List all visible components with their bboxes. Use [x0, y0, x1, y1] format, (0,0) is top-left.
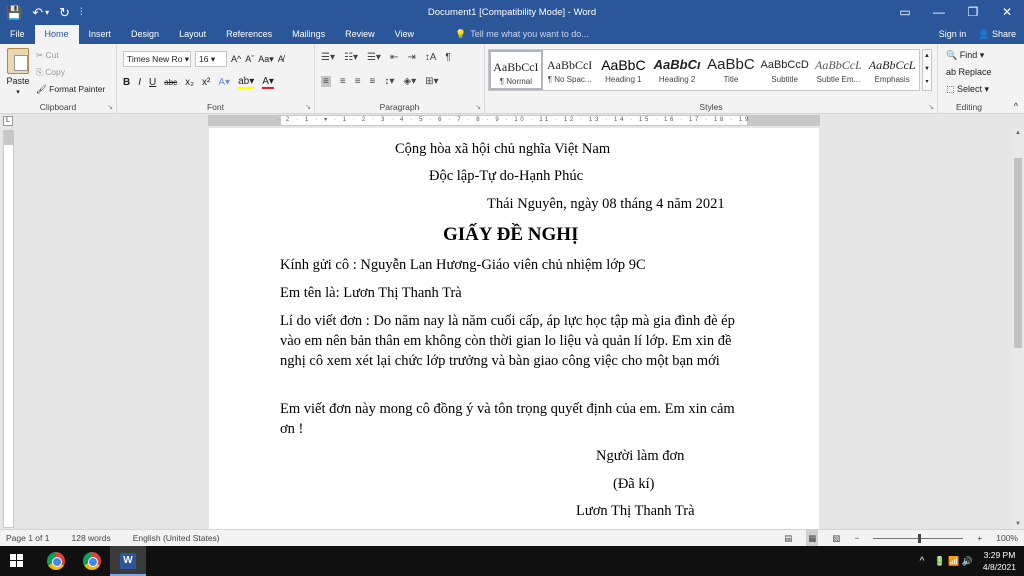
- close-button[interactable]: ✕: [1001, 5, 1013, 19]
- print-layout-icon[interactable]: ▦: [806, 530, 818, 546]
- style-name: Subtitle: [771, 75, 798, 84]
- subscript-button[interactable]: x₂: [185, 77, 195, 88]
- styles-scroll-down-icon[interactable]: ▼: [924, 66, 930, 72]
- font-size-dropdown-icon: ▾: [210, 54, 216, 64]
- ruler-ticks: · 2 · 1 · ▾ · 1 · 2 · 3 · 4 · 5 · 6 · 7 · 8 · 9 · 10 · 11 · 12 · 13 · 14 · 15 · 16 · 17 · 18 · 19: [277, 117, 751, 123]
- doc-line-national-title: Cộng hòa xã hội chủ nghĩa Việt Nam: [395, 141, 611, 157]
- tray-status-icons[interactable]: 🔋 📶 🔊: [934, 555, 973, 566]
- clipboard-group: [0, 44, 117, 114]
- styles-more-icon[interactable]: ▾: [925, 79, 929, 85]
- doc-heading: GIẤY ĐỀ NGHỊ: [443, 224, 579, 245]
- style-heading-1[interactable]: [597, 50, 651, 90]
- collapse-ribbon-icon[interactable]: ^: [1013, 101, 1018, 111]
- word-count[interactable]: 128 words: [71, 533, 111, 543]
- style-preview: AaBbCcI: [546, 58, 593, 72]
- chrome-icon: [47, 552, 65, 570]
- scroll-up-icon[interactable]: ▲: [1015, 130, 1021, 136]
- tab-references[interactable]: References: [226, 29, 273, 39]
- paragraph-group: [315, 44, 485, 114]
- redo-icon[interactable]: ↻: [59, 5, 71, 20]
- paste-dropdown-icon[interactable]: ▾: [16, 89, 20, 96]
- clock-time: 3:29 PM: [983, 550, 1016, 560]
- find-button[interactable]: 🔍 Find ▾: [946, 50, 985, 60]
- italic-button[interactable]: I: [138, 77, 142, 88]
- styles-scroll-up-icon[interactable]: ▲: [924, 53, 930, 59]
- taskbar-chrome-1[interactable]: [38, 546, 74, 576]
- language-indicator[interactable]: English (United States): [132, 533, 220, 543]
- font-name-value: Times New Ro: [127, 54, 183, 64]
- replace-button[interactable]: ab Replace: [946, 67, 992, 77]
- tell-me-box[interactable]: [455, 25, 589, 44]
- style-name: Heading 2: [658, 75, 696, 84]
- editing-group-label: Editing: [956, 102, 982, 112]
- decrease-indent-icon[interactable]: ⇤: [389, 52, 399, 63]
- title-bar: [0, 0, 1024, 25]
- style-preview: AaBbC: [601, 57, 646, 73]
- person-icon: 👤: [978, 29, 990, 39]
- font-launcher-icon[interactable]: ↘: [305, 104, 311, 111]
- styles-group: [485, 44, 938, 114]
- editing-group: [938, 44, 1000, 114]
- tab-layout[interactable]: Layout: [179, 29, 207, 39]
- style-preview: AaBbCcI: [493, 60, 539, 74]
- ribbon-display-options-icon[interactable]: ▭: [899, 5, 911, 19]
- windows-taskbar: [0, 546, 1024, 576]
- windows-start-icon[interactable]: [10, 554, 24, 568]
- clipboard-icon: [7, 48, 29, 74]
- doc-line-signer-name: Lươn Thị Thanh Trà: [576, 503, 695, 519]
- clear-formatting-icon[interactable]: A̸: [277, 54, 284, 64]
- line-spacing-icon[interactable]: ↕▾: [384, 76, 395, 87]
- borders-icon[interactable]: ⊞▾: [425, 76, 439, 87]
- style-name: Emphasis: [874, 75, 910, 84]
- paragraph-launcher-icon[interactable]: ↘: [475, 104, 481, 111]
- style-preview: AaBbCcL: [868, 58, 916, 72]
- font-group: [117, 44, 315, 114]
- style-subtitle[interactable]: [758, 50, 812, 90]
- select-button[interactable]: ⬚ Select ▾: [946, 84, 990, 94]
- numbering-icon[interactable]: ☷▾: [343, 52, 358, 63]
- bold-button[interactable]: B: [123, 77, 131, 88]
- system-clock[interactable]: [983, 549, 1016, 573]
- style-preview: AaBbCcL: [815, 58, 862, 72]
- document-page[interactable]: [209, 128, 819, 529]
- doc-paragraph-closing: Em viết đơn này mong cô đồng ý và tôn trọng quyết định của em. Em xin cảm ơn !: [280, 401, 735, 437]
- zoom-in-button[interactable]: +: [977, 533, 983, 543]
- document-area: [0, 128, 1012, 529]
- bullets-icon[interactable]: ☰▾: [321, 52, 335, 63]
- grow-font-icon[interactable]: A^: [231, 54, 242, 64]
- font-size-box[interactable]: [195, 51, 227, 67]
- restore-button[interactable]: ❐: [967, 5, 979, 19]
- share-label: Share: [991, 29, 1016, 39]
- ribbon-tab-bar: [0, 25, 1024, 44]
- system-tray: [920, 546, 1016, 576]
- zoom-slider-knob[interactable]: [918, 534, 921, 543]
- window-controls: [888, 0, 1024, 25]
- zoom-level[interactable]: 100%: [996, 533, 1018, 543]
- tab-selector[interactable]: L: [3, 116, 13, 126]
- style-no-spacing[interactable]: [543, 50, 597, 90]
- vertical-scrollbar[interactable]: [1012, 128, 1024, 529]
- zoom-slider[interactable]: [873, 538, 963, 539]
- horizontal-ruler[interactable]: [208, 115, 820, 126]
- multilevel-list-icon[interactable]: ☰▾: [366, 52, 381, 63]
- tab-design[interactable]: Design: [131, 29, 160, 39]
- customize-qat-icon[interactable]: ⫶: [80, 7, 83, 18]
- style-preview: AaBbC: [707, 56, 755, 73]
- style-preview: AaBbCcD: [760, 59, 809, 71]
- doc-line-name: Em tên là: Lươn Thị Thanh Trà: [280, 285, 462, 301]
- change-case-icon[interactable]: Aa▾: [258, 53, 274, 64]
- undo-dropdown-icon[interactable]: ▾: [45, 8, 50, 17]
- doc-line-signer-label: Người làm đơn: [596, 448, 685, 464]
- tab-view[interactable]: View: [394, 29, 415, 39]
- text-effects-icon[interactable]: A▾: [218, 77, 231, 88]
- tab-mailings[interactable]: Mailings: [292, 29, 326, 39]
- style-name: ¶ Normal: [499, 77, 533, 86]
- scroll-down-icon[interactable]: ▼: [1015, 521, 1021, 527]
- tab-insert[interactable]: Insert: [88, 29, 112, 39]
- ribbon-home: [0, 44, 1024, 114]
- justify-button[interactable]: ≡: [369, 76, 376, 87]
- increase-indent-icon[interactable]: ⇥: [407, 52, 416, 63]
- style-title[interactable]: [704, 50, 758, 90]
- style-normal[interactable]: [489, 50, 543, 90]
- align-left-button[interactable]: ≡: [323, 76, 329, 87]
- chrome-icon: [83, 552, 101, 570]
- styles-group-label: Styles: [699, 102, 723, 112]
- show-marks-icon[interactable]: ¶: [445, 52, 451, 63]
- style-heading-2[interactable]: [650, 50, 704, 90]
- clipboard-group-label: Clipboard: [39, 102, 77, 112]
- tray-expand-icon[interactable]: ^: [919, 555, 925, 567]
- account-area: [939, 25, 1016, 44]
- style-emphasis[interactable]: [865, 50, 919, 90]
- paste-button[interactable]: [4, 48, 32, 96]
- style-subtle-emphasis[interactable]: [812, 50, 866, 90]
- undo-icon[interactable]: ↶: [32, 5, 44, 20]
- tab-file[interactable]: File: [10, 29, 25, 39]
- scroll-thumb[interactable]: [1014, 158, 1022, 348]
- shading-icon[interactable]: ◈▾: [403, 76, 417, 87]
- sign-in-link[interactable]: Sign in: [938, 29, 967, 39]
- status-bar: [0, 529, 1024, 546]
- align-center-button[interactable]: ≡: [339, 76, 346, 87]
- doc-line-signed: (Đã kí): [613, 476, 655, 492]
- font-name-box[interactable]: [123, 51, 191, 67]
- doc-line-motto: Độc lập-Tự do-Hạnh Phúc: [429, 168, 584, 184]
- zoom-out-button[interactable]: −: [854, 533, 860, 543]
- format-painter-button[interactable]: 🖌 Format Painter: [36, 84, 106, 94]
- highlight-icon[interactable]: ab▾: [238, 76, 255, 87]
- clipboard-launcher-icon[interactable]: ↘: [107, 104, 113, 111]
- underline-button[interactable]: U: [149, 77, 157, 88]
- font-group-label: Font: [206, 102, 224, 112]
- styles-launcher-icon[interactable]: ↘: [928, 104, 934, 111]
- page-count[interactable]: Page 1 of 1: [6, 533, 50, 543]
- lightbulb-icon: 💡: [455, 29, 467, 39]
- copy-button[interactable]: ⎘ Copy: [36, 67, 66, 77]
- word-icon: W: [120, 553, 136, 569]
- paragraph-group-label: Paragraph: [379, 102, 420, 112]
- style-name: Title: [723, 75, 739, 84]
- style-name: ¶ No Spac...: [547, 75, 592, 84]
- taskbar-word[interactable]: [110, 546, 146, 576]
- document-title: Document1 [Compatibility Mode] - Word: [427, 7, 597, 18]
- styles-scrollbar[interactable]: [922, 49, 932, 91]
- paste-label: Paste: [6, 76, 30, 86]
- align-right-button[interactable]: ≡: [354, 76, 361, 87]
- web-layout-icon[interactable]: ▧: [832, 533, 841, 543]
- sort-icon[interactable]: ↕A: [424, 52, 437, 63]
- tab-review[interactable]: Review: [345, 29, 375, 39]
- superscript-button[interactable]: x²: [202, 77, 211, 88]
- font-size-value: 16: [199, 54, 209, 64]
- save-icon[interactable]: 💾: [6, 5, 23, 20]
- doc-line-date: Thái Nguyên, ngày 08 tháng 4 năm 2021: [487, 196, 725, 212]
- doc-paragraph-reason: Lí do viết đơn : Do năm nay là năm cuối cấp, áp lực học tập mà gia đình đè ép vào em nên bản thân em không còn thời gian lo liệu và quản lí lớp. Em xin đề nghị cô xem xét lại chức lớp trưởng và bàn giao công việc cho một bạn mới: [280, 313, 735, 369]
- doc-line-recipient: Kính gửi cô : Nguyễn Lan Hương-Giáo viên chủ nhiệm lớp 9C: [280, 257, 646, 273]
- font-color-icon[interactable]: A▾: [262, 76, 274, 87]
- cut-button[interactable]: ✂ Cut: [36, 50, 59, 60]
- ruler-bar: [0, 114, 1024, 128]
- minimize-button[interactable]: —: [933, 5, 945, 19]
- taskbar-chrome-2[interactable]: [74, 546, 110, 576]
- tell-me-placeholder: Tell me what you want to do...: [470, 29, 589, 39]
- style-name: Heading 1: [605, 75, 642, 84]
- shrink-font-icon[interactable]: Aˇ: [245, 54, 255, 64]
- read-mode-icon[interactable]: ▤: [784, 533, 793, 543]
- styles-gallery: [488, 49, 920, 91]
- tab-home[interactable]: Home: [35, 25, 79, 44]
- style-name: Subtle Em...: [816, 75, 861, 84]
- clock-date: 4/8/2021: [982, 562, 1016, 572]
- strikethrough-button[interactable]: abc: [164, 78, 178, 87]
- style-preview: AaBbCı: [653, 57, 701, 72]
- font-name-dropdown-icon: ▾: [184, 54, 190, 64]
- share-button[interactable]: [978, 25, 1016, 44]
